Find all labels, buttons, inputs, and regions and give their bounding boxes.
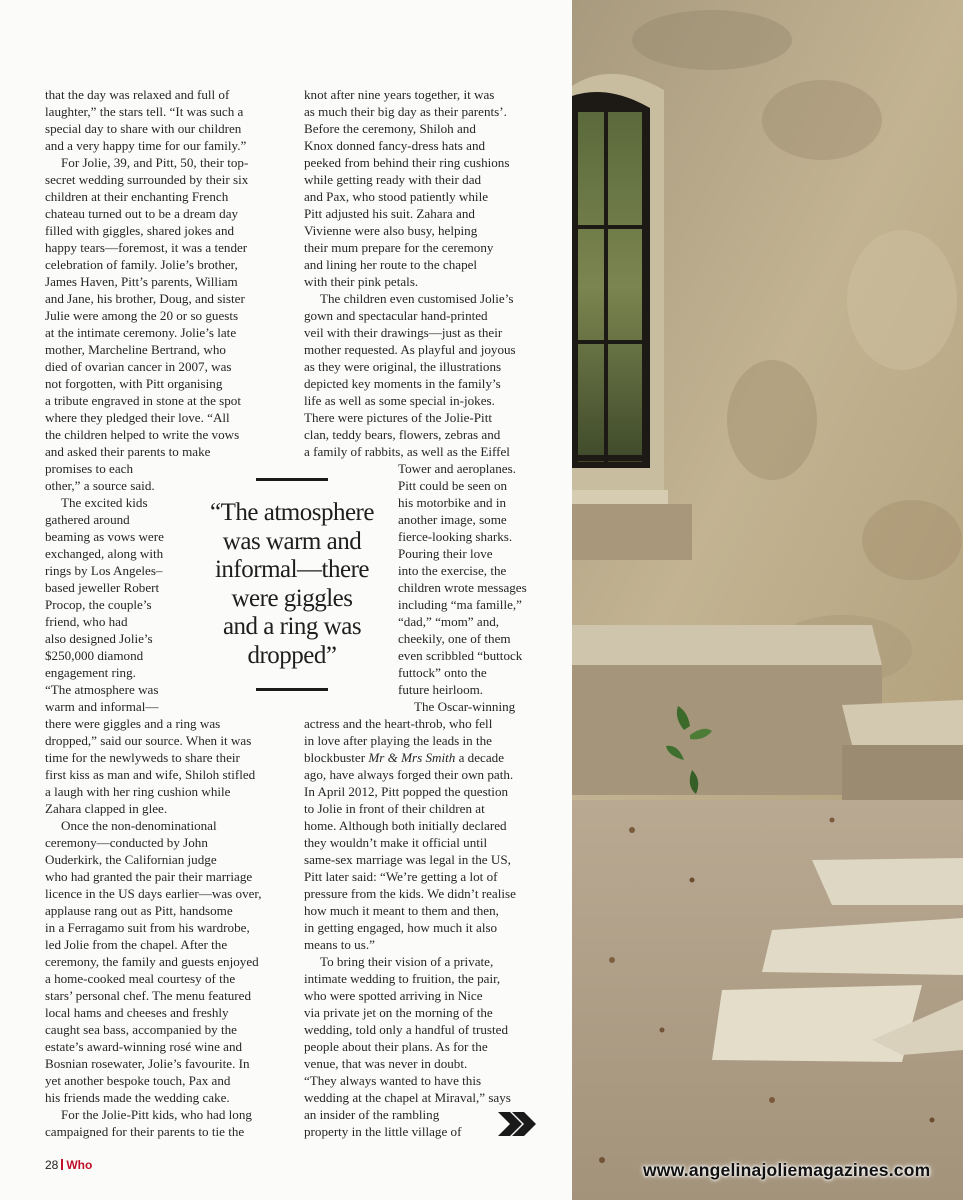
magazine-brand: Who [66,1158,93,1172]
pull-quote-line: was warm and [222,527,362,555]
body-line: time for the newlyweds to share their [45,750,240,765]
body-line: also designed Jolie’s [45,631,153,646]
body-line: gown and spectacular hand-printed [304,308,488,323]
body-line: and a very happy time for our family.” [45,138,247,153]
body-line: in love after playing the leads in the [304,733,492,748]
body-line: as they were original, the illustrations [304,359,502,374]
body-line: Once the non-denominational [61,818,217,833]
body-line: people about their plans. As for the [304,1039,488,1054]
body-line: in a Ferragamo suit from his wardrobe, [45,920,250,935]
body-line: Knox donned fancy-dress hats and [304,138,486,153]
body-line: cheekily, one of them [398,631,511,646]
body-line: rings by Los Angeles– [45,563,163,578]
body-line: James Haven, Pitt’s parents, William [45,274,238,289]
body-line: promises to each [45,461,133,476]
body-line: The excited kids [61,495,148,510]
body-line [304,749,537,766]
body-line: to Jolie in front of their children at [304,801,485,816]
body-line: an insider of the rambling [304,1107,440,1122]
body-line: another image, some [398,512,507,527]
body-line: led Jolie from the chapel. After the [45,937,228,952]
body-line: licence in the US days earlier—was over, [45,886,262,901]
pull-quote-line: informal—there [214,556,370,583]
body-line: mother requested. As playful and joyous [304,342,516,357]
body-line: Vivienne were also busy, helping [304,223,478,238]
body-line: based jeweller Robert [45,580,160,595]
body-line: first kiss as man and wife, Shiloh stifled [45,767,256,782]
double-chevron-right-icon [496,1110,538,1138]
body-line: happy tears—foremost, it was a tender [45,240,248,255]
stone-wall-illustration [572,0,963,1200]
body-line: Pitt adjusted his suit. Zahara and [304,206,475,221]
body-line: while getting ready with their dad [304,172,482,187]
article-column-right [304,86,537,1140]
body-line: There were pictures of the Jolie-Pitt [304,410,492,425]
body-line: and Pax, who stood patiently while [304,189,489,204]
body-line: life as well as some special in-jokes. [304,393,495,408]
body-line: yet another bespoke touch, Pax and [45,1073,231,1088]
body-line: including “ma famille,” [398,597,522,612]
body-line: Julie were among the 20 or so guests [45,308,239,323]
body-line: and Jane, his brother, Doug, and sister [45,291,245,306]
body-line: $250,000 diamond [45,648,144,663]
pull-quote-line: and a ring was [222,613,362,640]
body-line: For the Jolie-Pitt kids, who had long [61,1107,252,1122]
body-line: venue, that was never in doubt. [304,1056,468,1071]
right-narrow-block [304,460,537,715]
body-line: in getting engaged, how much it also [304,920,498,935]
body-line: friend, who had [45,614,128,629]
body-line: they wouldn’t make it official until [304,835,488,850]
body-line: there were giggles and a ring was [45,716,221,731]
body-line: ceremony, the family and guests enjoyed [45,954,259,969]
body-line: beaming as vows were [45,529,164,544]
body-line: means to us.” [304,937,375,952]
body-line: their mum prepare for the ceremony [304,240,494,255]
body-line: To bring their vision of a private, [320,954,494,969]
body-line: ceremony—conducted by John [45,835,208,850]
body-line: warm and informal— [45,699,159,714]
body-line: “The atmosphere was [45,682,159,697]
body-line: exchanged, along with [45,546,164,561]
body-line: a tribute engraved in stone at the spot [45,393,241,408]
body-line: future heirloom. [398,682,484,697]
body-line: pressure from the kids. We didn’t realise [304,886,516,901]
body-line: actress and the heart-throb, who fell [304,716,493,731]
body-line: at the intimate ceremony. Jolie’s late [45,325,237,340]
body-line: how much it meant to them and then, [304,903,499,918]
pull-quote-line: dropped” [247,641,337,669]
body-line: In April 2012, Pitt popped the question [304,784,509,799]
body-line: and lining her route to the chapel [304,257,478,272]
body-line: with their pink petals. [304,274,419,289]
body-line: Pouring their love [398,546,493,561]
body-line: wedding, told only a handful of trusted [304,1022,509,1037]
body-line: campaigned for their parents to tie the [45,1124,245,1139]
body-line: dropped,” said our source. When it was [45,733,252,748]
body-line: depicted key moments in the family’s [304,376,501,391]
body-line: laughter,” the stars tell. “It was such a [45,104,244,119]
body-line: “They always wanted to have this [304,1073,482,1088]
body-line: property in the little village of [304,1124,462,1139]
body-line: applause rang out as Pitt, handsome [45,903,233,918]
body-line: same-sex marriage was legal in the US, [304,852,511,867]
body-line: futtock” onto the [398,665,487,680]
body-line: gathered around [45,512,130,527]
body-line: The children even customised Jolie’s [320,291,514,306]
body-line: special day to share with our children [45,121,242,136]
body-line: Procop, the couple’s [45,597,152,612]
body-line: caught sea bass, accompanied by the [45,1022,237,1037]
body-line: home. Although both initially declared [304,818,507,833]
body-line: the children helped to write the vows [45,427,240,442]
body-line: secret wedding surrounded by their six [45,172,249,187]
body-line: For Jolie, 39, and Pitt, 50, their top- [61,155,249,170]
body-line: died of ovarian cancer in 2007, was [45,359,232,374]
page-folio [45,1158,92,1172]
body-line: his friends made the wedding cake. [45,1090,230,1105]
body-line: who had granted the pair their marriage [45,869,253,884]
body-line: who were spotted arriving in Nice [304,988,483,1003]
body-line: knot after nine years together, it was [304,87,495,102]
body-line: Before the ceremony, Shiloh and [304,121,476,136]
body-line: Bosnian rosewater, Jolie’s favourite. In [45,1056,250,1071]
body-line: veil with their drawings—just as their [304,325,503,340]
body-line: filled with giggles, shared jokes and [45,223,235,238]
body-line: a laugh with her ring cushion while [45,784,231,799]
body-line: where they pledged their love. “All [45,410,230,425]
body-line: “dad,” “mom” and, [398,614,500,629]
body-line: even scribbled “buttock [398,648,523,663]
body-line: children at their enchanting French [45,189,229,204]
body-line: his motorbike and in [398,495,507,510]
body-line: Ouderkirk, the Californian judge [45,852,217,867]
body-line: The Oscar-winning [414,699,516,714]
body-line: Zahara clapped in glee. [45,801,168,816]
body-line: wedding at the chapel at Miraval,” says [304,1090,511,1105]
body-text: blockbuster [304,750,369,765]
body-line: local hams and cheeses and freshly [45,1005,229,1020]
pull-quote-line: “The atmosphere [210,499,374,526]
body-line: other,” a source said. [45,478,155,493]
body-line: and asked their parents to make [45,444,211,459]
body-line: Pitt later said: “We’re getting a lot of [304,869,498,884]
body-line: fierce-looking sharks. [398,529,513,544]
body-line: mother, Marcheline Bertrand, who [45,342,226,357]
body-line: Tower and aeroplanes. [398,461,516,476]
body-line: celebration of family. Jolie’s brother, [45,257,238,272]
film-title: Mr & Mrs Smith [368,750,456,765]
body-line: via private jet on the morning of the [304,1005,493,1020]
body-line: a family of rabbits, as well as the Eiffel [304,444,510,459]
body-line: that the day was relaxed and full of [45,87,230,102]
body-line: intimate wedding to fruition, the pair, [304,971,501,986]
page-number: 28 [45,1158,59,1172]
body-line: a home-cooked meal courtesy of the [45,971,236,986]
body-line: not forgotten, with Pitt organising [45,376,223,391]
body-line: ago, have always forged their own path. [304,767,514,782]
body-line: into the exercise, the [398,563,507,578]
body-line: estate’s award-winning rosé wine and [45,1039,243,1054]
watermark-url: www.angelinajoliemagazines.com [643,1160,931,1180]
body-line: chateau turned out to be a dream day [45,206,239,221]
chapel-photo [572,0,963,1200]
folio-separator [61,1159,63,1170]
body-text: a decade [455,750,505,765]
body-line: peeked from behind their ring cushions [304,155,510,170]
body-line: Pitt could be seen on [398,478,508,493]
body-line: engagement ring. [45,665,136,680]
pull-quote-line: were giggles [231,584,353,612]
body-line: clan, teddy bears, flowers, zebras and [304,427,501,442]
body-line: as much their big day as their parents’. [304,104,507,119]
body-line: stars’ personal chef. The menu featured [45,988,252,1003]
body-line: children wrote messages [398,580,527,595]
